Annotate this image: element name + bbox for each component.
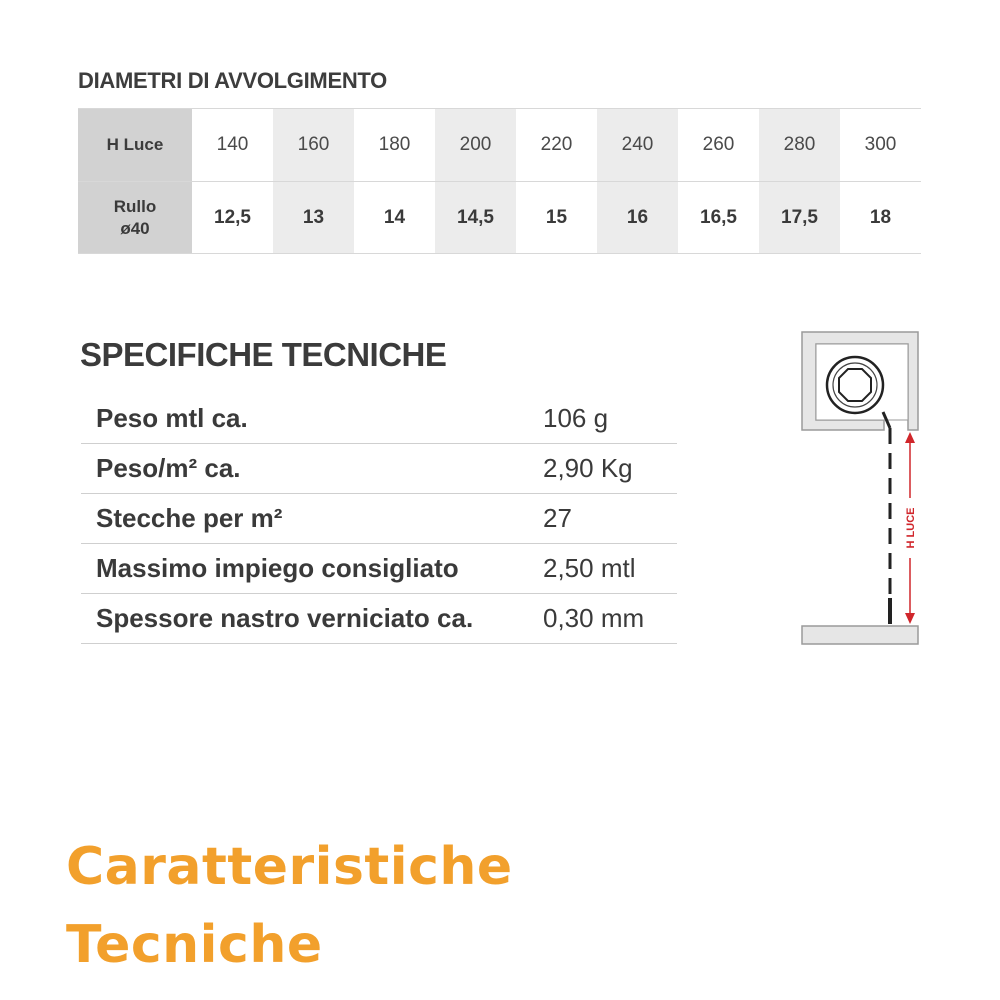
diametri-table: [78, 108, 921, 254]
rullo-cell: 16: [597, 182, 678, 254]
diametri-title: DIAMETRI DI AVVOLGIMENTO: [78, 68, 387, 93]
h-luce-dimension-label: H LUCE: [905, 507, 917, 549]
table-row-h-luce: [78, 109, 921, 182]
spec-label: Stecche per m²: [81, 494, 543, 544]
h-luce-cell: 200: [435, 109, 516, 182]
spec-value: 2,90 Kg: [543, 444, 677, 494]
table-row: [81, 544, 677, 594]
arrow-head-up-icon: [905, 432, 915, 443]
rullo-header: [78, 182, 192, 254]
rullo-cell: 14: [354, 182, 435, 254]
rullo-cell: 16,5: [678, 182, 759, 254]
rullo-cell: 15: [516, 182, 597, 254]
spec-value: 106 g: [543, 394, 677, 444]
spec-label: Massimo impiego consigliato: [81, 544, 543, 594]
h-luce-cell: 280: [759, 109, 840, 182]
h-luce-cell: 300: [840, 109, 921, 182]
spec-label: Spessore nastro verniciato ca.: [81, 594, 543, 644]
spec-value: 0,30 mm: [543, 594, 677, 644]
h-luce-cell: 160: [273, 109, 354, 182]
rullo-diameter-label: ø40: [120, 218, 150, 238]
specifiche-title: SPECIFICHE TECNICHE: [80, 336, 447, 373]
table-row: [81, 594, 677, 644]
window-sill: [802, 626, 918, 644]
specifiche-table: [81, 394, 677, 644]
spec-value: 27: [543, 494, 677, 544]
table-row-rullo: [78, 182, 921, 254]
h-luce-cell: 220: [516, 109, 597, 182]
rullo-cell: 18: [840, 182, 921, 254]
footer-title-line2: Tecniche: [66, 915, 323, 975]
h-luce-header: H Luce: [78, 109, 192, 182]
roller-shutter-diagram: [798, 328, 923, 650]
table-row: [81, 444, 677, 494]
spec-value: 2,50 mtl: [543, 544, 677, 594]
table-row: [81, 494, 677, 544]
footer-title: [66, 828, 513, 984]
footer-title-line1: Caratteristiche: [66, 837, 513, 897]
rullo-cell: 12,5: [192, 182, 273, 254]
spec-label: Peso/m² ca.: [81, 444, 543, 494]
rullo-cell: 17,5: [759, 182, 840, 254]
h-luce-cell: 260: [678, 109, 759, 182]
rullo-cell: 14,5: [435, 182, 516, 254]
spec-label: Peso mtl ca.: [81, 394, 543, 444]
rullo-cell: 13: [273, 182, 354, 254]
table-row: [81, 394, 677, 444]
arrow-head-down-icon: [905, 613, 915, 624]
h-luce-cell: 140: [192, 109, 273, 182]
h-luce-cell: 240: [597, 109, 678, 182]
h-luce-cell: 180: [354, 109, 435, 182]
roller-shaft-octagon: [839, 369, 871, 401]
rullo-label: Rullo: [113, 196, 157, 216]
